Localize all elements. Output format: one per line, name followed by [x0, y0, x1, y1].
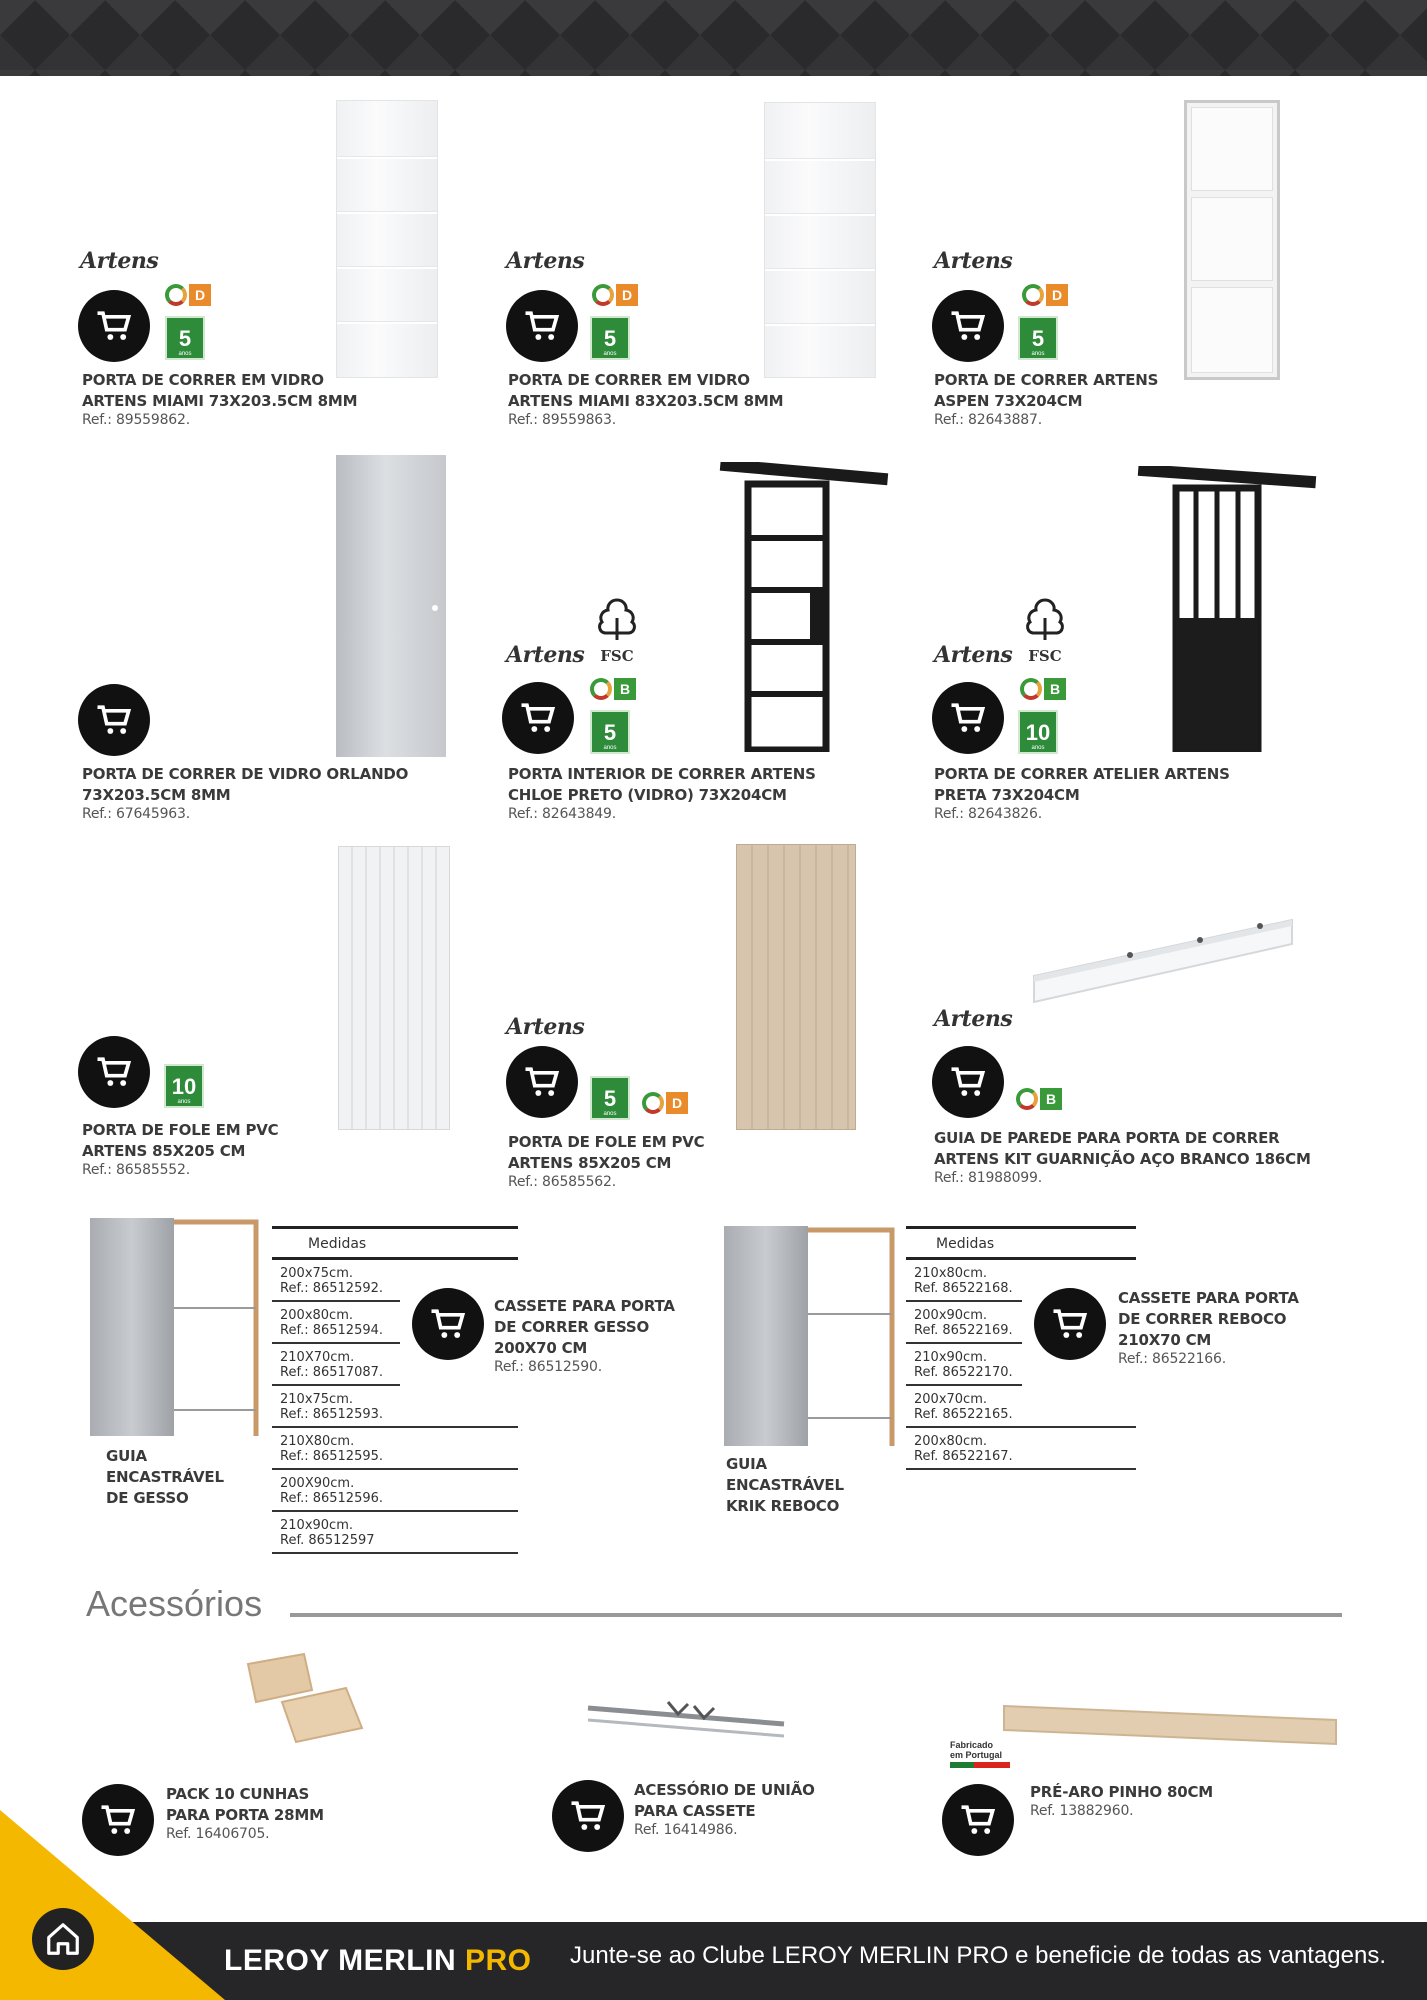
energy-ring-icon [1020, 678, 1042, 700]
energy-ring-icon [590, 678, 612, 700]
product-ref: Ref.: 67645963. [82, 806, 190, 822]
reboco-guide-image [724, 1226, 896, 1448]
section-title: Acessórios [86, 1583, 263, 1624]
warranty-badge: 5 anos [1018, 316, 1058, 360]
product-title: ACESSÓRIO DE UNIÃO PARA CASSETE Ref. 16414986. [634, 1781, 815, 1838]
energy-ring-icon [1022, 284, 1044, 306]
top-banner [0, 0, 1427, 76]
table-row: 210x80cm. Ref. 86522168. [906, 1260, 1022, 1302]
door-image-fole-wood [736, 844, 856, 1130]
warranty-badge: 5 anos [590, 1076, 630, 1120]
brand-logo: Artens [934, 642, 1013, 668]
energy-class: B [1040, 1088, 1062, 1110]
gesso-guide-image [90, 1218, 260, 1438]
section-divider [290, 1613, 1342, 1617]
table-row: 210X80cm. Ref.: 86512595. [272, 1428, 518, 1470]
product-ref: Ref.: 86522166. [1118, 1351, 1226, 1367]
add-to-cart-button[interactable] [552, 1780, 624, 1852]
brand-logo: Artens [506, 248, 585, 274]
table-row: 210X70cm. Ref.: 86517087. [272, 1344, 400, 1386]
energy-label [590, 678, 636, 700]
product-ref: Ref.: 81988099. [934, 1170, 1042, 1186]
add-to-cart-button[interactable] [506, 290, 578, 362]
guide-label: GUIA ENCASTRÁVEL DE GESSO [106, 1447, 224, 1507]
fsc-logo: FSC [588, 598, 646, 665]
cart-icon [946, 304, 990, 348]
wall-guide-image [1030, 910, 1296, 1016]
energy-ring-icon [642, 1092, 664, 1114]
warranty-badge: 5 anos [590, 710, 630, 754]
brand-logo: Artens [506, 642, 585, 668]
brand-logo: Artens [934, 248, 1013, 274]
product-ref: Ref. 16414986. [634, 1822, 738, 1838]
warranty-badge: 5 anos [165, 316, 205, 360]
sizes-table-gesso [272, 1226, 518, 1554]
product-ref: Ref.: 82643887. [934, 412, 1042, 428]
energy-label [642, 1092, 688, 1114]
product-title: PORTA DE CORRER DE VIDRO ORLANDO 73X203.5CM 8MM Ref.: 67645963. [82, 765, 409, 822]
energy-class: B [1044, 678, 1066, 700]
tree-icon [1019, 598, 1071, 642]
table-header: Medidas [906, 1226, 1136, 1260]
product-title: PACK 10 CUNHAS PARA PORTA 28MM Ref. 16406705. [166, 1785, 324, 1842]
product-title: PORTA DE CORRER EM VIDRO ARTENS MIAMI 73X203.5CM 8MM Ref.: 89559862. [82, 371, 358, 428]
cart-icon [92, 1050, 136, 1094]
energy-class: D [1046, 284, 1068, 306]
add-to-cart-button[interactable] [78, 1036, 150, 1108]
tree-icon [591, 598, 643, 642]
energy-class: D [666, 1092, 688, 1114]
product-ref: Ref.: 82643826. [934, 806, 1042, 822]
cart-icon [520, 1060, 564, 1104]
warranty-badge: 10 anos [164, 1064, 204, 1108]
energy-ring-icon [165, 284, 187, 306]
add-to-cart-button[interactable] [506, 1046, 578, 1118]
cart-icon [92, 698, 136, 742]
table-row: 200X90cm. Ref.: 86512596. [272, 1470, 518, 1512]
footer-promo: Junte-se ao Clube LEROY MERLIN PRO e beneficie de todas as vantagens. [570, 1942, 1387, 1969]
product-title: GUIA DE PAREDE PARA PORTA DE CORRER ARTENS KIT GUARNIÇÃO AÇO BRANCO 186CM Ref.: 81988099. [934, 1129, 1311, 1186]
warranty-badge: 5 anos [590, 316, 630, 360]
home-button[interactable] [32, 1908, 94, 1970]
product-ref: Ref.: 86585562. [508, 1174, 616, 1190]
footer-brand: LEROY MERLIN PRO [224, 1944, 532, 1977]
made-in-portugal-badge: Fabricado em Portugal [950, 1740, 1010, 1768]
product-title: PORTA INTERIOR DE CORRER ARTENS CHLOE PRETO (VIDRO) 73X204CM Ref.: 82643849. [508, 765, 816, 822]
door-image-aspen [1184, 100, 1280, 380]
guide-label: GUIA ENCASTRÁVEL KRIK REBOCO [726, 1455, 844, 1515]
energy-class: D [189, 284, 211, 306]
energy-class: B [614, 678, 636, 700]
energy-class: D [616, 284, 638, 306]
add-to-cart-button[interactable] [932, 682, 1004, 754]
connector-image [584, 1696, 788, 1744]
table-row: 200x80cm. Ref. 86522167. [906, 1428, 1136, 1470]
add-to-cart-button[interactable] [78, 290, 150, 362]
product-ref: Ref.: 89559863. [508, 412, 616, 428]
fsc-logo: FSC [1016, 598, 1074, 665]
table-row: 200x70cm. Ref. 86522165. [906, 1386, 1136, 1428]
warranty-badge: 10 anos [1018, 710, 1058, 754]
product-title: PRÉ-ARO PINHO 80CM Ref. 13882960. [1030, 1783, 1214, 1819]
cart-icon [566, 1794, 610, 1838]
cart-icon [956, 1798, 1000, 1842]
add-to-cart-button[interactable] [78, 684, 150, 756]
table-header: Medidas [272, 1226, 518, 1260]
cart-icon [520, 304, 564, 348]
add-to-cart-button[interactable] [932, 1046, 1004, 1118]
door-image-miami-83 [764, 102, 876, 378]
table-row: 210x75cm. Ref.: 86512593. [272, 1386, 518, 1428]
door-image-fole-white [338, 846, 450, 1130]
product-ref: Ref. 13882960. [1030, 1803, 1134, 1819]
energy-label [165, 284, 211, 306]
door-image-atelier [1136, 466, 1318, 752]
pine-frame-image [1002, 1700, 1338, 1750]
cart-icon [516, 696, 560, 740]
table-row: 200x90cm. Ref. 86522169. [906, 1302, 1022, 1344]
table-row: 210x90cm. Ref. 86522170. [906, 1344, 1022, 1386]
product-ref: Ref. 16406705. [166, 1826, 270, 1842]
door-image-chloe [718, 462, 890, 752]
add-to-cart-button[interactable] [932, 290, 1004, 362]
product-ref: Ref.: 86512590. [494, 1359, 602, 1375]
energy-label [592, 284, 638, 306]
cart-icon [946, 1060, 990, 1104]
product-ref: Ref.: 89559862. [82, 412, 190, 428]
product-title: PORTA DE CORRER ARTENS ASPEN 73X204CM Ref.: 82643887. [934, 371, 1159, 428]
table-row: 200x80cm. Ref.: 86512594. [272, 1302, 400, 1344]
portugal-flag-icon [950, 1762, 1010, 1768]
add-to-cart-button[interactable] [942, 1784, 1014, 1856]
door-image-orlando [336, 455, 446, 757]
door-image-miami-73 [336, 100, 438, 378]
product-title: PORTA DE CORRER ATELIER ARTENS PRETA 73X204CM Ref.: 82643826. [934, 765, 1230, 822]
energy-label [1020, 678, 1066, 700]
energy-label [1016, 1088, 1062, 1110]
cart-icon [92, 304, 136, 348]
brand-logo: Artens [80, 248, 159, 274]
cart-icon [1048, 1302, 1092, 1346]
product-title: PORTA DE FOLE EM PVC ARTENS 85X205 CM Ref.: 86585562. [508, 1133, 705, 1190]
product-title: PORTA DE CORRER EM VIDRO ARTENS MIAMI 83X203.5CM 8MM Ref.: 89559863. [508, 371, 784, 428]
table-row: 200x75cm. Ref.: 86512592. [272, 1260, 400, 1302]
sizes-table-reboco [906, 1226, 1136, 1470]
brand-logo: Artens [934, 1006, 1013, 1032]
product-ref: Ref.: 82643849. [508, 806, 616, 822]
energy-ring-icon [592, 284, 614, 306]
add-to-cart-button[interactable] [502, 682, 574, 754]
home-icon [44, 1920, 82, 1958]
add-to-cart-button[interactable] [412, 1288, 484, 1360]
energy-ring-icon [1016, 1088, 1038, 1110]
wedges-image [242, 1650, 368, 1750]
product-title: PORTA DE FOLE EM PVC ARTENS 85X205 CM Ref.: 86585552. [82, 1121, 279, 1178]
product-ref: Ref.: 86585552. [82, 1162, 190, 1178]
cart-icon [946, 696, 990, 740]
brand-logo: Artens [506, 1014, 585, 1040]
cart-icon [426, 1302, 470, 1346]
add-to-cart-button[interactable] [1034, 1288, 1106, 1360]
cassette-title: CASSETE PARA PORTA DE CORRER REBOCO 210X70 CM Ref.: 86522166. [1118, 1289, 1299, 1367]
yellow-corner [0, 1810, 225, 2000]
cassette-title: CASSETE PARA PORTA DE CORRER GESSO 200X70 CM Ref.: 86512590. [494, 1297, 675, 1375]
table-row: 210x90cm. Ref. 86512597 [272, 1512, 518, 1554]
energy-label [1022, 284, 1068, 306]
